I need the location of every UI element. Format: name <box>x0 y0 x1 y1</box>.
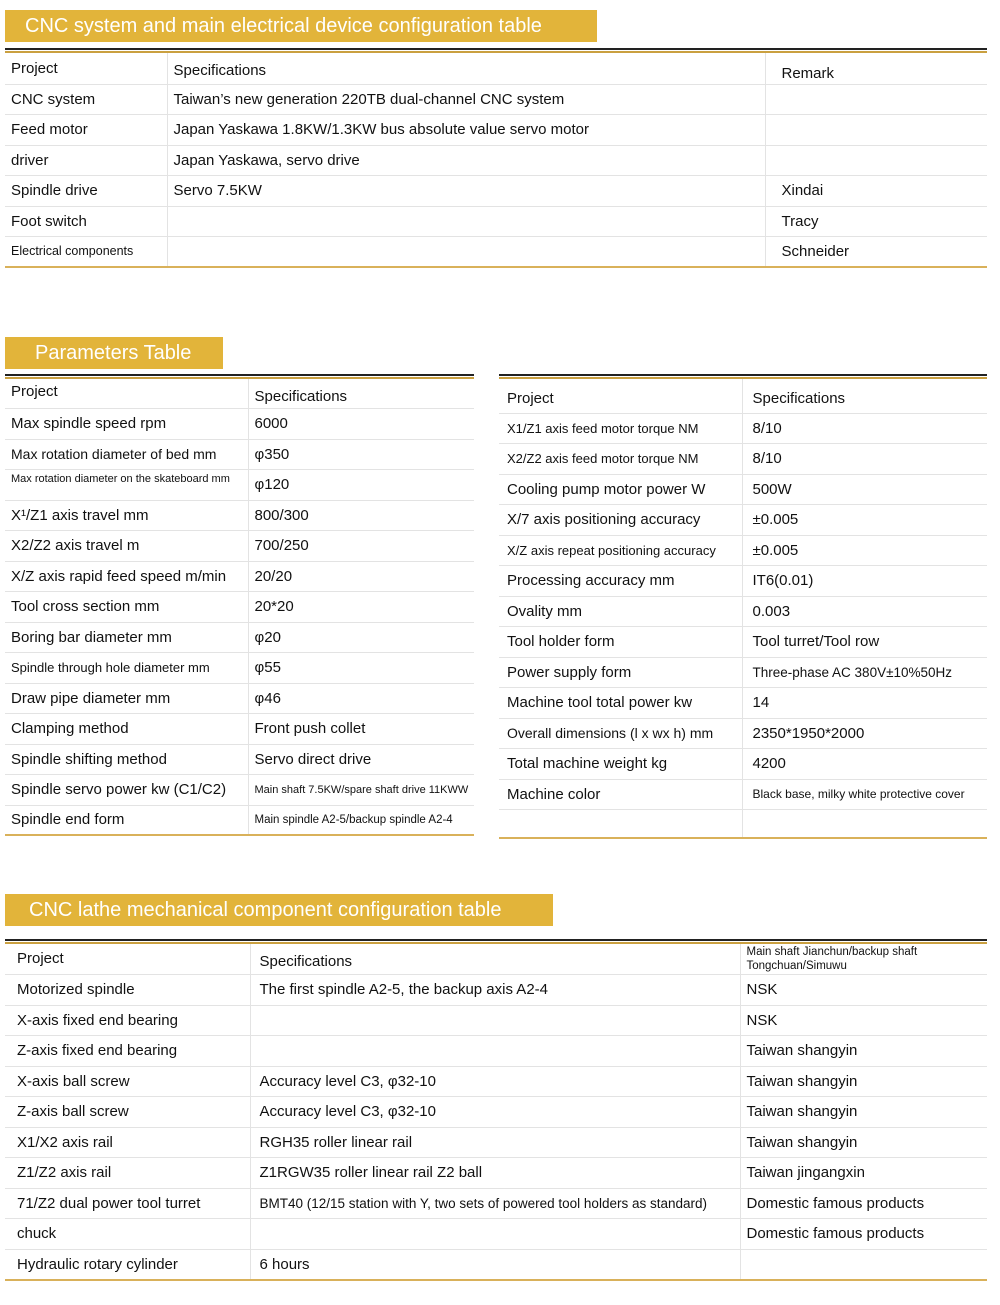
table-row <box>499 657 987 687</box>
table-header-row <box>5 379 474 408</box>
table-row <box>5 713 474 744</box>
table-row <box>499 413 987 443</box>
cell-project: X-axis fixed end bearing <box>5 1005 250 1035</box>
table-header-row <box>5 944 987 974</box>
cell-remark: NSK <box>740 974 987 1005</box>
cell-remark: Tracy <box>765 206 987 236</box>
table-row <box>5 744 474 774</box>
cell-specification: Tool turret/Tool row <box>742 626 987 657</box>
cell-specification: 8/10 <box>742 413 987 443</box>
cell-specification <box>167 236 765 267</box>
cell-project: Max rotation diameter of bed mm <box>5 439 248 469</box>
cell-project: X¹/Z1 axis travel mm <box>5 500 248 530</box>
table-row <box>499 718 987 748</box>
cell-project: Draw pipe diameter mm <box>5 683 248 713</box>
cell-specification: 800/300 <box>248 500 474 530</box>
cell-project: Spindle through hole diameter mm <box>5 652 248 683</box>
table-row <box>5 1127 987 1157</box>
table-row <box>5 500 474 530</box>
cell-remark: Domestic famous products <box>740 1188 987 1218</box>
cell-project: Tool holder form <box>499 626 742 657</box>
parameters-table-left <box>5 379 474 836</box>
cell-project: X1/X2 axis rail <box>5 1127 250 1157</box>
table-row <box>499 779 987 809</box>
table-row <box>5 236 987 267</box>
cell-specification: Accuracy level C3, φ32-10 <box>250 1096 740 1127</box>
table-row <box>499 535 987 565</box>
table-row <box>5 1066 987 1096</box>
cell-specification: Black base, milky white protective cover <box>742 779 987 809</box>
table-row <box>5 1188 987 1218</box>
cell-specification: Main spindle A2-5/backup spindle A2-4 <box>248 805 474 835</box>
cell-project: Processing accuracy mm <box>499 565 742 596</box>
cell-project: Max spindle speed rpm <box>5 408 248 439</box>
cell-specification <box>250 1005 740 1035</box>
cell-specification: Servo 7.5KW <box>167 175 765 206</box>
table-row <box>5 439 474 469</box>
cell-remark: Taiwan shangyin <box>740 1096 987 1127</box>
table-row <box>5 175 987 206</box>
table-row <box>5 145 987 175</box>
cell-project: Foot switch <box>5 206 167 236</box>
table-row <box>5 683 474 713</box>
cell-remark: Taiwan shangyin <box>740 1127 987 1157</box>
header-project: Project <box>5 944 250 974</box>
table-row <box>5 561 474 591</box>
table-row <box>5 84 987 114</box>
cell-project: Clamping method <box>5 713 248 744</box>
cell-specification: Servo direct drive <box>248 744 474 774</box>
cell-project: X/Z axis rapid feed speed m/min <box>5 561 248 591</box>
cell-project: Z-axis fixed end bearing <box>5 1035 250 1066</box>
cell-project: X-axis ball screw <box>5 1066 250 1096</box>
cell-project: Spindle servo power kw (C1/C2) <box>5 774 248 805</box>
cell-project: Machine color <box>499 779 742 809</box>
header-remark: Main shaft Jianchun/backup shaft Tongchuan/Simuwu <box>740 944 987 974</box>
cell-project: chuck <box>5 1218 250 1249</box>
table-row <box>499 626 987 657</box>
cell-specification: Accuracy level C3, φ32-10 <box>250 1066 740 1096</box>
table-row <box>499 596 987 626</box>
cell-specification: ±0.005 <box>742 504 987 535</box>
cell-specification: ±0.005 <box>742 535 987 565</box>
cell-remark <box>765 145 987 175</box>
cell-project: Power supply form <box>499 657 742 687</box>
cell-project <box>499 809 742 838</box>
header-project: Project <box>499 379 742 413</box>
cell-specification <box>250 1218 740 1249</box>
table-row <box>499 504 987 535</box>
cell-project: X2/Z2 axis travel m <box>5 530 248 561</box>
cell-project: Hydraulic rotary cylinder <box>5 1249 250 1280</box>
header-remark: Remark <box>765 53 987 84</box>
electrical-config-table <box>5 53 987 268</box>
parameters-table-right <box>499 379 987 839</box>
table-row <box>5 974 987 1005</box>
cell-specification: 8/10 <box>742 443 987 474</box>
cell-specification: Z1RGW35 roller linear rail Z2 ball <box>250 1157 740 1188</box>
table-row <box>5 114 987 145</box>
cell-project: Overall dimensions (l x wx h) mm <box>499 718 742 748</box>
cell-specification: Three-phase AC 380V±10%50Hz <box>742 657 987 687</box>
cell-specification: Taiwan’s new generation 220TB dual-channel CNC system <box>167 84 765 114</box>
cell-specification: 4200 <box>742 748 987 779</box>
cell-specification: Main shaft 7.5KW/spare shaft drive 11KWW <box>248 774 474 805</box>
table-row <box>499 565 987 596</box>
cell-specification: 2350*1950*2000 <box>742 718 987 748</box>
cell-specification: 20*20 <box>248 591 474 622</box>
header-project: Project <box>5 53 167 84</box>
cell-specification: Japan Yaskawa, servo drive <box>167 145 765 175</box>
cell-project: Machine tool total power kw <box>499 687 742 718</box>
cell-project: Motorized spindle <box>5 974 250 1005</box>
cell-specification: IT6(0.01) <box>742 565 987 596</box>
cell-project: Ovality mm <box>499 596 742 626</box>
cell-project: X2/Z2 axis feed motor torque NM <box>499 443 742 474</box>
cell-specification: BMT40 (12/15 station with Y, two sets of powered tool holders as standard) <box>250 1188 740 1218</box>
cell-specification: 14 <box>742 687 987 718</box>
table-row <box>5 622 474 652</box>
header-project: Project <box>5 379 248 408</box>
cell-project: Spindle shifting method <box>5 744 248 774</box>
table-header-row <box>5 53 987 84</box>
table-row <box>5 1005 987 1035</box>
cell-specification: φ20 <box>248 622 474 652</box>
header-specifications: Specifications <box>250 944 740 974</box>
cell-specification: φ55 <box>248 652 474 683</box>
cell-project: Spindle end form <box>5 805 248 835</box>
table-row <box>5 1218 987 1249</box>
cell-specification: φ350 <box>248 439 474 469</box>
cell-project: Boring bar diameter mm <box>5 622 248 652</box>
mechanical-config-table <box>5 944 987 1281</box>
table-row <box>5 469 474 500</box>
cell-project: Tool cross section mm <box>5 591 248 622</box>
cell-specification <box>250 1035 740 1066</box>
header-specifications: Specifications <box>167 53 765 84</box>
table-row <box>5 206 987 236</box>
cell-remark <box>765 84 987 114</box>
table-row <box>5 591 474 622</box>
table-row <box>5 774 474 805</box>
table-row <box>499 474 987 504</box>
cell-specification: The first spindle A2-5, the backup axis A2-4 <box>250 974 740 1005</box>
cell-specification: Japan Yaskawa 1.8KW/1.3KW bus absolute value servo motor <box>167 114 765 145</box>
cell-specification: φ46 <box>248 683 474 713</box>
cell-project: Total machine weight kg <box>499 748 742 779</box>
cell-remark: NSK <box>740 1005 987 1035</box>
cell-project: Cooling pump motor power W <box>499 474 742 504</box>
cell-project: X/7 axis positioning accuracy <box>499 504 742 535</box>
cell-remark: Taiwan jingangxin <box>740 1157 987 1188</box>
cell-remark: Domestic famous products <box>740 1218 987 1249</box>
table-header-row <box>499 379 987 413</box>
cell-specification: 0.003 <box>742 596 987 626</box>
table-row <box>5 1157 987 1188</box>
cell-specification <box>167 206 765 236</box>
table-row <box>5 652 474 683</box>
cell-specification: 700/250 <box>248 530 474 561</box>
cell-specification: 6000 <box>248 408 474 439</box>
cell-specification: φ120 <box>248 469 474 500</box>
cell-remark <box>740 1249 987 1280</box>
cell-specification <box>742 809 987 838</box>
section-title-parameters: Parameters Table <box>5 337 223 369</box>
cell-specification: 20/20 <box>248 561 474 591</box>
table-row <box>5 805 474 835</box>
cell-remark <box>765 114 987 145</box>
header-specifications: Specifications <box>742 379 987 413</box>
table-row <box>499 443 987 474</box>
cell-project: Max rotation diameter on the skateboard mm <box>5 469 248 500</box>
cell-project: Z-axis ball screw <box>5 1096 250 1127</box>
table-row <box>499 809 987 838</box>
cell-remark: Taiwan shangyin <box>740 1066 987 1096</box>
cell-specification: 500W <box>742 474 987 504</box>
cell-project: X1/Z1 axis feed motor torque NM <box>499 413 742 443</box>
table-row <box>5 408 474 439</box>
cell-project: Electrical components <box>5 236 167 267</box>
table-row <box>5 1035 987 1066</box>
table-row <box>5 1096 987 1127</box>
cell-project: Feed motor <box>5 114 167 145</box>
table-row <box>499 687 987 718</box>
cell-project: driver <box>5 145 167 175</box>
header-specifications: Specifications <box>248 379 474 408</box>
section-title-electrical: CNC system and main electrical device configuration table <box>5 10 597 42</box>
cell-remark: Schneider <box>765 236 987 267</box>
cell-project: Spindle drive <box>5 175 167 206</box>
section-title-mechanical: CNC lathe mechanical component configuration table <box>5 894 553 926</box>
cell-project: 71/Z2 dual power tool turret <box>5 1188 250 1218</box>
cell-specification: Front push collet <box>248 713 474 744</box>
table-row <box>5 1249 987 1280</box>
cell-project: X/Z axis repeat positioning accuracy <box>499 535 742 565</box>
cell-project: CNC system <box>5 84 167 114</box>
cell-specification: 6 hours <box>250 1249 740 1280</box>
table-row <box>5 530 474 561</box>
cell-remark: Taiwan shangyin <box>740 1035 987 1066</box>
cell-project: Z1/Z2 axis rail <box>5 1157 250 1188</box>
cell-remark: Xindai <box>765 175 987 206</box>
table-row <box>499 748 987 779</box>
cell-specification: RGH35 roller linear rail <box>250 1127 740 1157</box>
